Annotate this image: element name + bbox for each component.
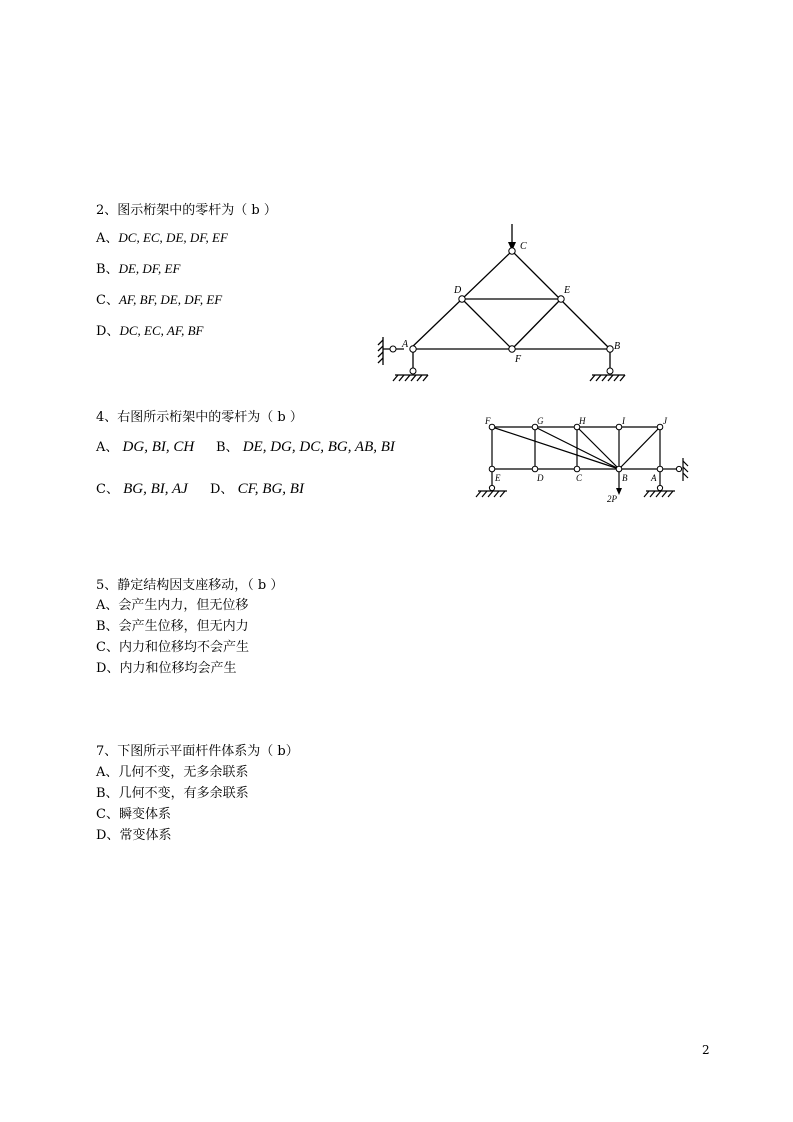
q2-option-a-label: A、 (96, 231, 119, 246)
q4-node-a (657, 466, 663, 472)
q5-option-d (96, 661, 236, 676)
q5-option-c-label: C、 (96, 640, 119, 655)
q4-label-g: G (537, 416, 544, 426)
q4-label-d: D (537, 473, 544, 483)
q4-option-a-text: DG, BI, CH (122, 439, 195, 455)
q4-node-b (616, 466, 622, 472)
q4-label-i: I (622, 416, 625, 426)
q4-label-f: F (485, 416, 491, 426)
q7-option-d-label: D、 (96, 828, 120, 843)
q2-option-b-label: B、 (96, 262, 119, 277)
q7-option-c (96, 807, 171, 822)
q4-support-a (657, 485, 662, 490)
q7-option-c-text: 瞬变体系 (118, 807, 171, 822)
q2-option-d-text: DC, EC, AF, BF (119, 323, 204, 338)
q5-option-c-text: 内力和位移均不会产生 (118, 640, 249, 655)
q7-option-a-label: A、 (96, 765, 119, 780)
q4-option-c-label: C、 (96, 482, 119, 497)
q2-option-c-text: AF, BF, DE, DF, EF (118, 292, 223, 307)
q5-option-a-label: A、 (96, 598, 119, 613)
q4-label-e: E (495, 473, 501, 483)
q2-label-f: F (515, 354, 522, 365)
q5-stem: 5、静定结构因支座移动，（ b ） (96, 578, 284, 593)
q2-option-d-label: D、 (96, 324, 120, 339)
q4-label-a: A (651, 473, 657, 483)
q4-stem: 4、右图所示桁架中的零杆为（ b ） (96, 410, 303, 425)
q7-stem: 7、下图所示平面杆件体系为（ b） (96, 744, 299, 759)
q4-option-b-label: B、 (216, 440, 239, 455)
q4-node-c (574, 466, 580, 472)
q5-option-c (96, 640, 249, 655)
q4-node-d (532, 466, 538, 472)
q2-label-d: D (454, 285, 462, 296)
q7-option-c-label: C、 (96, 807, 119, 822)
q5-option-a (96, 598, 248, 613)
q4-label-c: C (576, 473, 583, 483)
q5-option-d-text: 内力和位移均会产生 (119, 661, 237, 676)
q7-option-a-text: 几何不变，无多余联系 (118, 765, 249, 780)
q7-option-b (96, 786, 249, 801)
q5-option-d-label: D、 (96, 661, 120, 676)
q4-label-j: J (663, 416, 667, 426)
q4-label-b: B (622, 473, 628, 483)
q4-label-h: H (579, 416, 586, 426)
q4-node-i (616, 424, 622, 430)
q5-option-a-text: 会产生内力，但无位移 (118, 598, 249, 613)
q4-support-e (489, 485, 494, 490)
q2-label-b: B (614, 341, 621, 352)
q4-option-a-label: A、 (96, 440, 119, 455)
q5-option-b-label: B、 (96, 619, 119, 634)
q5-option-b (96, 619, 249, 634)
q2-stem: 2、图示桁架中的零杆为（ b ） (96, 203, 277, 218)
q4-node-e (489, 466, 495, 472)
q7-option-a (96, 765, 248, 780)
q7-option-b-text: 几何不变，有多余联系 (118, 786, 249, 801)
q2-option-a-text: DC, EC, DE, DF, EF (118, 230, 228, 245)
q7-option-b-label: B、 (96, 786, 119, 801)
q4-support-link (676, 466, 681, 471)
q2-label-a: A (402, 339, 409, 350)
q7-option-d-text: 常变体系 (119, 828, 172, 843)
q2-option-c-label: C、 (96, 293, 119, 308)
q4-load-label: 2P (607, 494, 617, 504)
q4-option-d-text: CF, BG, BI (237, 481, 304, 497)
q2-label-c: C (520, 241, 527, 252)
q2-option-b-text: DE, DF, EF (118, 261, 181, 276)
q4-node-j (657, 424, 663, 430)
q4-option-c-text: BG, BI, AJ (123, 481, 188, 497)
page-number: 2 (702, 1043, 710, 1057)
q4-option-d-label: D、 (210, 482, 234, 497)
q4-option-b-text: DE, DG, DC, BG, AB, BI (242, 439, 395, 455)
q2-label-e: E (564, 285, 571, 296)
q5-option-b-text: 会产生位移，但无内力 (118, 619, 249, 634)
q7-option-d (96, 828, 171, 843)
